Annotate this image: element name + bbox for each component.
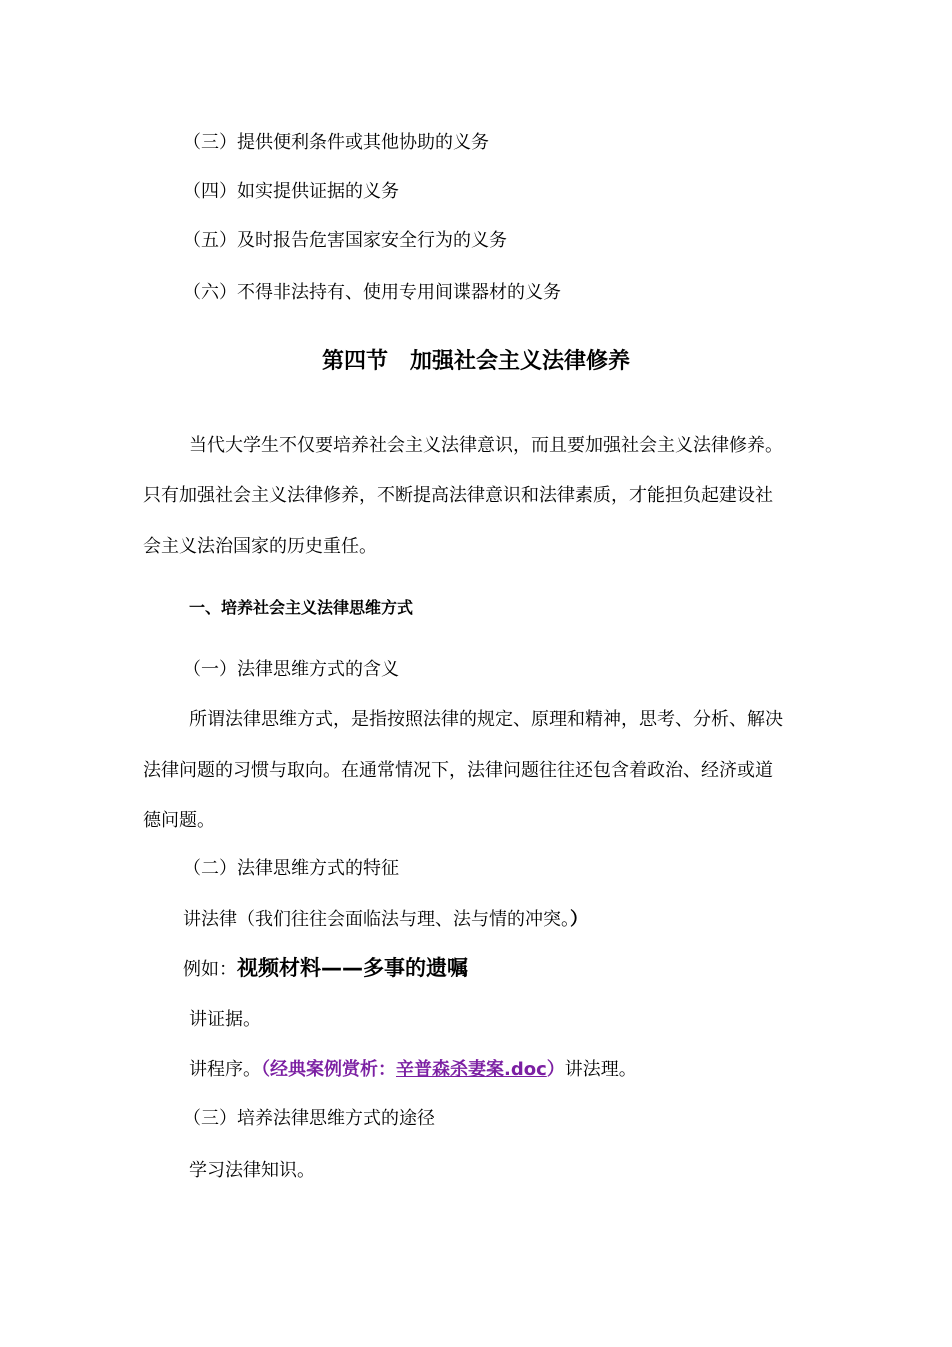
intro-paragraph-line-1: 当代大学生不仅要培养社会主义法律意识，而且要加强社会主义法律修养。 xyxy=(189,435,783,456)
item-2-title: （二）法律思维方式的特征 xyxy=(183,858,399,879)
item-1-paragraph-line-3: 德问题。 xyxy=(143,810,215,831)
case-close: ） xyxy=(546,1059,565,1080)
duty-item-6: （六）不得非法持有、使用专用间谍器材的义务 xyxy=(183,282,561,303)
case-open: （经典案例赏析： xyxy=(261,1059,396,1080)
example-prefix: 例如： xyxy=(183,959,237,980)
speak-procedure-prefix: 讲程序。 xyxy=(189,1059,261,1080)
intro-paragraph-line-2: 只有加强社会主义法律修养，不断提高法律意识和法律素质，才能担负起建设社 xyxy=(143,485,773,506)
speak-reason: 讲法理。 xyxy=(564,1059,637,1080)
example-video-material: 视频材料——多事的遗嘱 xyxy=(237,956,468,980)
item-3-title: （三）培养法律思维方式的途径 xyxy=(183,1108,435,1129)
case-link[interactable]: 辛普森杀妻案.doc xyxy=(396,1059,547,1080)
item-1-title: （一）法律思维方式的含义 xyxy=(183,659,399,680)
speak-evidence: 讲证据。 xyxy=(189,1009,261,1030)
speak-law-close: ） xyxy=(570,909,588,930)
section-title: 第四节 加强社会主义法律修养 xyxy=(321,349,630,374)
duty-item-5: （五）及时报告危害国家安全行为的义务 xyxy=(183,230,507,251)
item-1-paragraph-line-1: 所谓法律思维方式，是指按照法律的规定、原理和精神，思考、分析、解决 xyxy=(189,709,783,730)
speak-procedure-line xyxy=(189,1057,637,1083)
speak-law-line xyxy=(183,907,588,933)
speak-law-text: 讲法律（我们往往会面临法与理、法与情的冲突。 xyxy=(183,909,570,930)
item-1-paragraph-line-2: 法律问题的习惯与取向。在通常情况下，法律问题往往还包含着政治、经济或道 xyxy=(143,760,773,781)
learn-law: 学习法律知识。 xyxy=(189,1160,315,1181)
duty-item-3: （三）提供便利条件或其他协助的义务 xyxy=(183,132,489,153)
intro-paragraph-line-3: 会主义法治国家的历史重任。 xyxy=(143,536,377,557)
subheading-legal-thinking: 一、培养社会主义法律思维方式 xyxy=(189,598,414,617)
example-line xyxy=(183,955,468,983)
duty-item-4: （四）如实提供证据的义务 xyxy=(183,181,399,202)
